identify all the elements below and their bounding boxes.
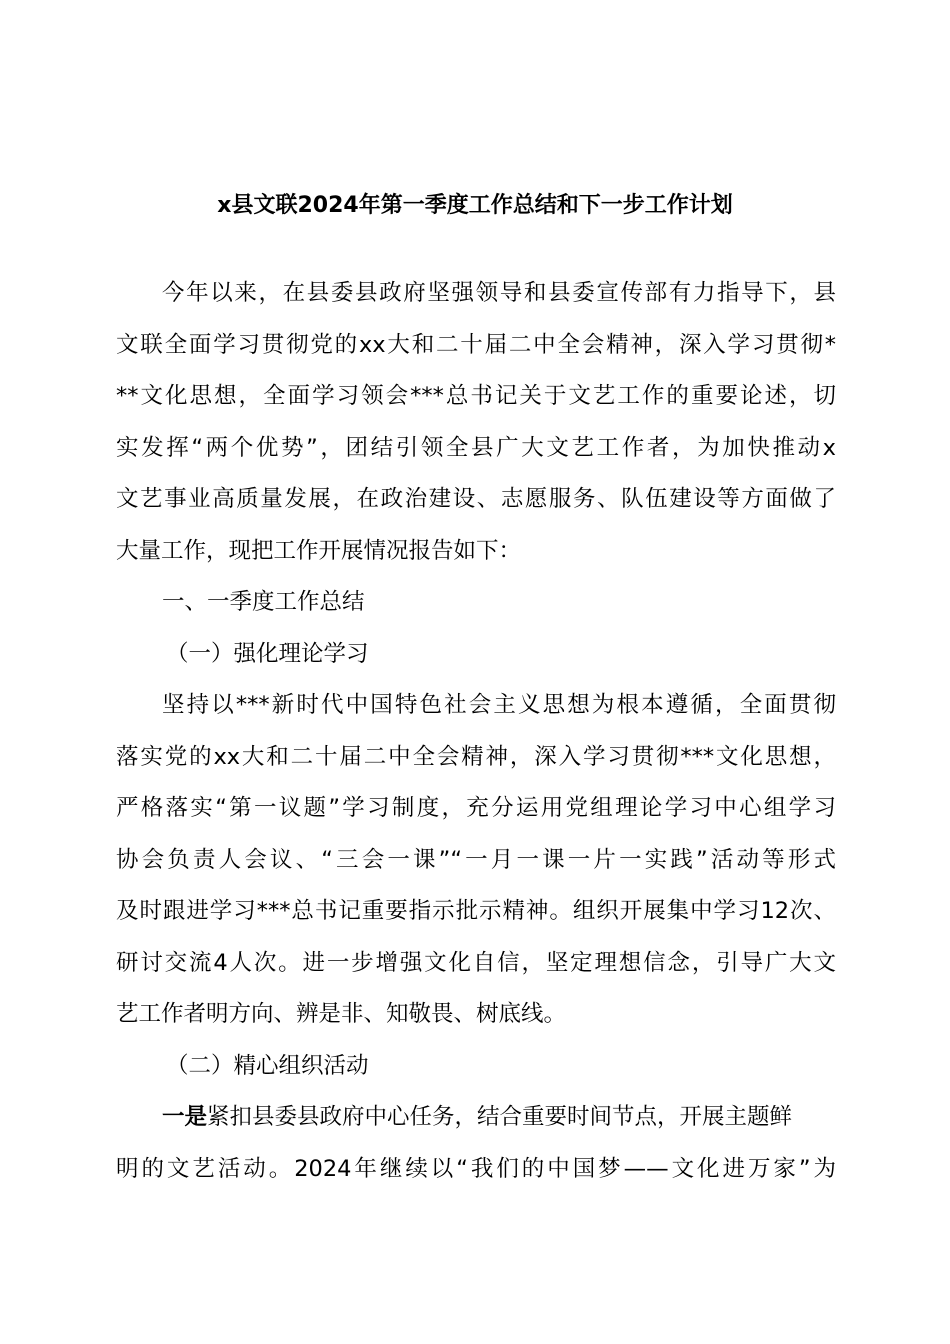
- paragraph-line: 研讨交流4人次。进一步增强文化自信，坚定理想信念，引导广大文: [116, 949, 836, 976]
- document-body: [116, 268, 836, 1195]
- subsection-heading: （二）精心组织活动: [166, 1052, 369, 1079]
- paragraph-line: 实发挥“两个优势”，团结引领全县广大文艺工作者，为加快推动x: [116, 434, 836, 461]
- paragraph-line: 大量工作，现把工作开展情况报告如下：: [116, 537, 522, 564]
- paragraph-line: 明的文艺活动。2024年继续以“我们的中国梦——文化进万家”为: [116, 1155, 836, 1182]
- paragraph-line: 今年以来，在县委县政府坚强领导和县委宣传部有力指导下，县: [162, 280, 836, 306]
- paragraph-line: 坚持以***新时代中国特色社会主义思想为根本遵循，全面贯彻: [162, 692, 836, 718]
- paragraph-line: 落实党的xx大和二十届二中全会精神，深入学习贯彻***文化思想，: [116, 743, 836, 770]
- paragraph-line: **文化思想，全面学习领会***总书记关于文艺工作的重要论述，切: [116, 383, 836, 409]
- paragraph-line: [116, 1092, 836, 1144]
- paragraph-line: 文联全面学习贯彻党的xx大和二十届二中全会精神，深入学习贯彻*: [116, 331, 836, 358]
- paragraph-line: 及时跟进学习***总书记重要指示批示精神。组织开展集中学习12次、: [116, 898, 836, 924]
- paragraph-line: 严格落实“第一议题”学习制度，充分运用党组理论学习中心组学习: [116, 795, 836, 821]
- lead-phrase: 一是: [162, 1104, 208, 1130]
- subsection-heading: （一）强化理论学习: [166, 640, 369, 667]
- paragraph-text: 紧扣县委县政府中心任务，结合重要时间节点，开展主题鲜: [207, 1104, 793, 1130]
- paragraph-line: 协会负责人会议、“三会一课”“一月一课一片一实践”活动等形式: [116, 846, 836, 873]
- section-heading: 一、一季度工作总结: [162, 589, 365, 615]
- paragraph-line: 艺工作者明方向、辨是非、知敬畏、树底线。: [116, 1001, 567, 1027]
- paragraph-line: 文艺事业高质量发展，在政治建设、志愿服务、队伍建设等方面做了: [116, 486, 836, 512]
- document-title: x县文联2024年第一季度工作总结和下一步工作计划: [217, 193, 733, 218]
